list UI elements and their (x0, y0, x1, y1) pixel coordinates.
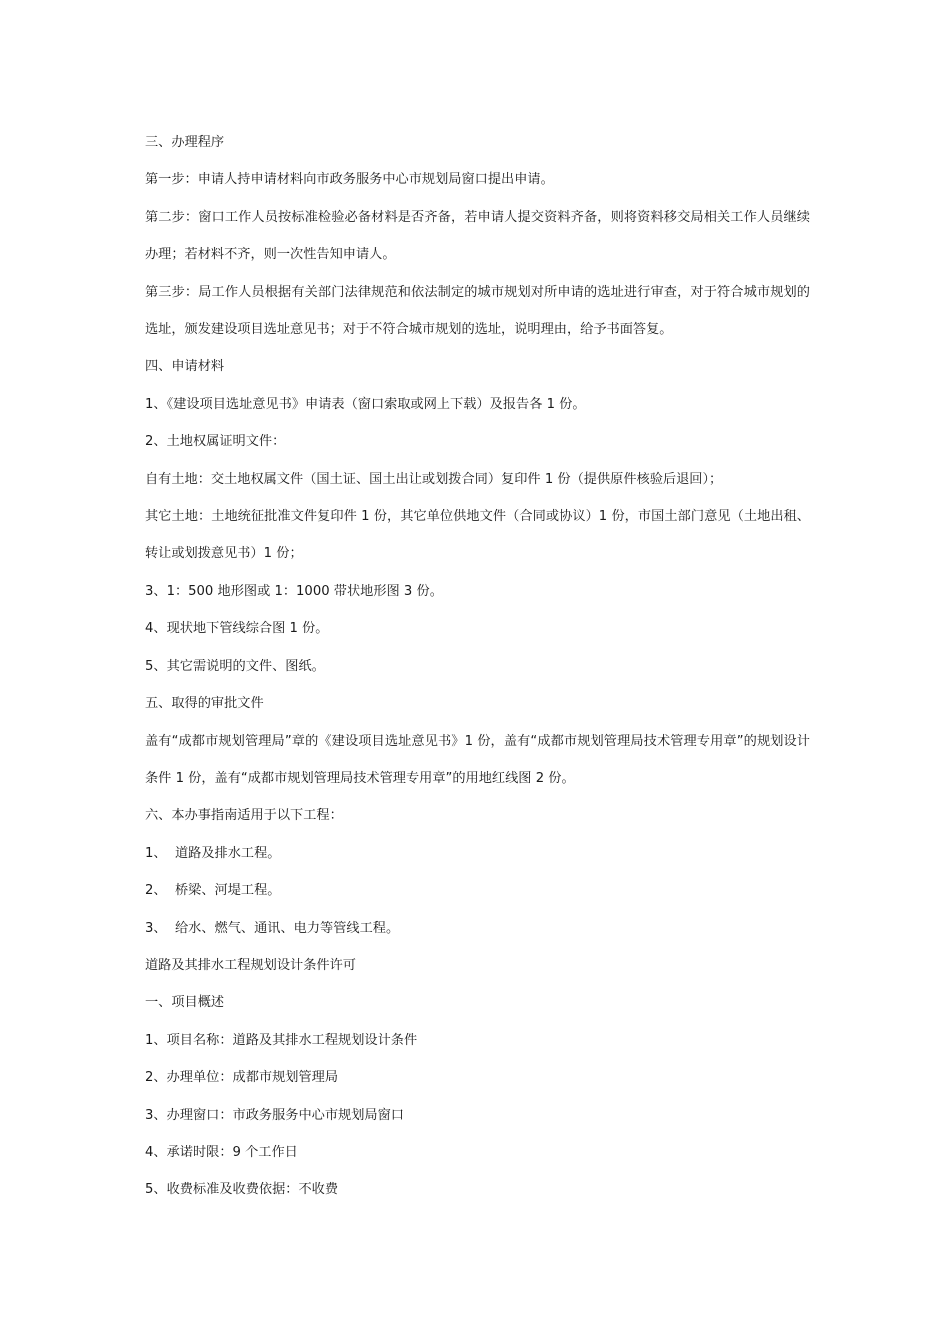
overview-item-time-limit: 4、承诺时限：9 个工作日 (145, 1144, 298, 1160)
section-heading-approval-docs: 五、取得的审批文件 (145, 696, 264, 712)
overview-item-unit: 2、办理单位：成都市规划管理局 (145, 1070, 339, 1086)
material-item-3: 3、1：500 地形图或 1：1000 带状地形图 3 份。 (145, 583, 443, 599)
procedure-step-1: 第一步：申请人持申请材料向市政务服务中心市规划局窗口提出申请。 (145, 172, 554, 188)
document-body (145, 124, 810, 1209)
material-item-1: 1、《建设项目选址意见书》申请表（窗口索取或网上下载）及报告各 1 份。 (145, 396, 586, 412)
overview-item-fees: 5、收费标准及收费依据：不收费 (145, 1182, 339, 1198)
material-own-land: 自有土地：交土地权属文件（国土证、国土出让或划拨合同）复印件 1 份（提供原件核验后退回）； (145, 471, 723, 487)
material-item-5: 5、其它需说明的文件、图纸。 (145, 658, 325, 674)
overview-item-window: 3、办理窗口：市政务服务中心市规划局窗口 (145, 1107, 404, 1123)
scope-item-3: 3、 给水、燃气、通讯、电力等管线工程。 (145, 920, 400, 936)
procedure-step-3: 第三步：局工作人员根据有关部门法律规范和依法制定的城市规划对所申请的选址进行审查，对于符合城市规划的选址，颁发建设项目选址意见书；对于不符合城市规划的选址，说明理由，给予书面答复。 (145, 284, 810, 338)
material-item-4: 4、现状地下管线综合图 1 份。 (145, 621, 329, 637)
scope-item-2: 2、 桥梁、河堤工程。 (145, 883, 281, 899)
subdocument-title: 道路及其排水工程规划设计条件许可 (145, 957, 356, 973)
material-other-land: 其它土地：土地统征批准文件复印件 1 份，其它单位供地文件（合同或协议）1 份，市国土部门意见（土地出租、转让或划拨意见书）1 份； (145, 509, 810, 562)
scope-item-1: 1、 道路及排水工程。 (145, 845, 281, 861)
approval-docs-text: 盖有“成都市规划管理局”章的《建设项目选址意见书》1 份，盖有“成都市规划管理局技术管理专用章”的规划设计条件 1 份，盖有“成都市规划管理局技术管理专用章”的用地红线图 2 份。 (145, 733, 810, 786)
section-heading-overview: 一、项目概述 (145, 995, 225, 1011)
material-item-2: 2、土地权属证明文件： (145, 434, 286, 450)
overview-item-name: 1、项目名称：道路及其排水工程规划设计条件 (145, 1032, 418, 1048)
section-heading-procedure: 三、办理程序 (145, 135, 225, 150)
section-heading-scope: 六、本办事指南适用于以下工程： (145, 808, 343, 824)
procedure-step-2: 第二步：窗口工作人员按标准检验必备材料是否齐备，若申请人提交资料齐备，则将资料移交局相关工作人员继续办理；若材料不齐，则一次性告知申请人。 (145, 209, 810, 263)
section-heading-materials: 四、申请材料 (145, 359, 225, 375)
